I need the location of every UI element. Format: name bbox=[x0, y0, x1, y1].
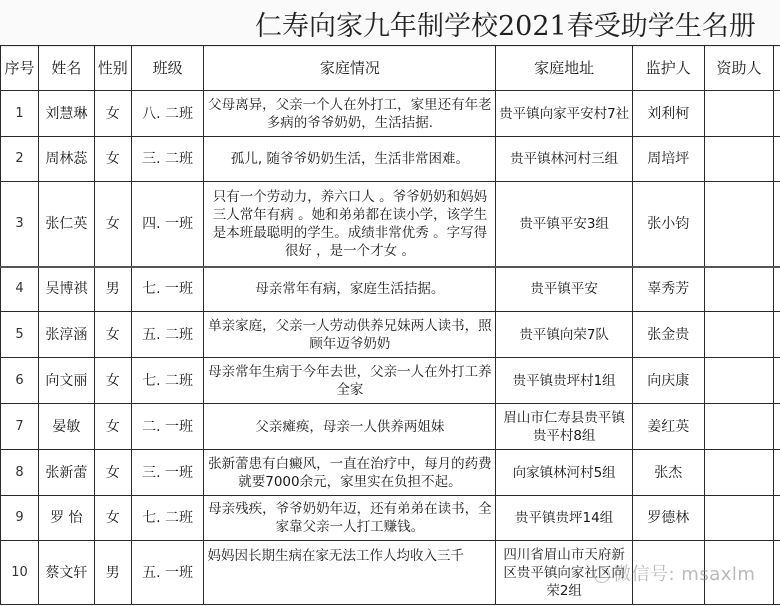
cell-class: 七. 二班 bbox=[131, 496, 204, 541]
cell-no: 2 bbox=[1, 137, 39, 182]
table-row bbox=[1, 496, 780, 541]
cell-extra bbox=[774, 450, 780, 496]
cell-guardian: 张小钧 bbox=[632, 182, 704, 267]
cell-sponsor bbox=[704, 496, 774, 541]
cell-gender: 女 bbox=[94, 404, 131, 450]
cell-no: 1 bbox=[1, 91, 39, 137]
cell-gender: 女 bbox=[94, 312, 131, 358]
header-class: 班级 bbox=[131, 46, 204, 91]
cell-class: 四. 一班 bbox=[131, 182, 204, 267]
table-row bbox=[1, 358, 780, 404]
header-gender: 性别 bbox=[94, 46, 131, 91]
cell-extra bbox=[774, 267, 780, 312]
cell-no: 9 bbox=[1, 496, 39, 541]
cell-sponsor bbox=[704, 450, 774, 496]
cell-no: 3 bbox=[1, 182, 39, 267]
header-guardian: 监护人 bbox=[632, 46, 704, 91]
cell-sponsor bbox=[704, 182, 774, 267]
cell-class: 七. 二班 bbox=[131, 358, 204, 404]
header-extra bbox=[774, 46, 780, 91]
header-sponsor: 资助人 bbox=[704, 46, 774, 91]
cell-class: 五. 二班 bbox=[131, 312, 204, 358]
cell-situation: 母亲常年生病于今年去世，父亲一人在外打工养全家 bbox=[204, 358, 496, 404]
cell-name: 张新蕾 bbox=[38, 450, 94, 496]
cell-guardian: 周培坪 bbox=[632, 137, 704, 182]
cell-gender: 男 bbox=[94, 267, 131, 312]
cell-sponsor bbox=[704, 91, 774, 137]
student-roster-table bbox=[0, 45, 780, 605]
cell-extra bbox=[774, 91, 780, 137]
cell-guardian: 向庆康 bbox=[632, 358, 704, 404]
cell-guardian: 姜红英 bbox=[632, 404, 704, 450]
wechat-watermark bbox=[594, 560, 755, 586]
cell-gender: 女 bbox=[94, 496, 131, 541]
wechat-icon bbox=[594, 567, 610, 583]
cell-address: 向家镇林河村5组 bbox=[496, 450, 633, 496]
table-row bbox=[1, 404, 780, 450]
cell-situation: 张新蕾患有白癜风，一直在治疗中，每月的药费就要7000余元，家里实在负担不起。 bbox=[204, 450, 496, 496]
cell-extra bbox=[774, 541, 780, 605]
cell-class: 三. 一班 bbox=[131, 450, 204, 496]
cell-name: 周林蕊 bbox=[38, 137, 94, 182]
header-name: 姓名 bbox=[38, 46, 94, 91]
cell-no: 4 bbox=[1, 267, 39, 312]
cell-name: 晏敏 bbox=[38, 404, 94, 450]
cell-guardian: 辜秀芳 bbox=[632, 267, 704, 312]
cell-extra bbox=[774, 312, 780, 358]
cell-address: 四川省眉山市天府新区贵平镇向家社区向荣2组 bbox=[496, 541, 633, 605]
cell-class: 三. 二班 bbox=[131, 137, 204, 182]
table-header-row bbox=[1, 46, 780, 91]
cell-class: 二. 一班 bbox=[131, 404, 204, 450]
cell-class: 七. 一班 bbox=[131, 267, 204, 312]
cell-name: 张淳涵 bbox=[38, 312, 94, 358]
cell-name: 向文丽 bbox=[38, 358, 94, 404]
cell-address: 贵平镇平安 bbox=[496, 267, 633, 312]
cell-situation: 单亲家庭，父亲一人劳动供养兄妹两人读书，照顾年迈爷奶奶 bbox=[204, 312, 496, 358]
cell-guardian: 张金贵 bbox=[632, 312, 704, 358]
cell-sponsor bbox=[704, 137, 774, 182]
header-situation: 家庭情况 bbox=[204, 46, 496, 91]
cell-sponsor bbox=[704, 404, 774, 450]
cell-situation: 母亲残疾，爷爷奶奶年迈，还有弟弟在读书，全家靠父亲一人打工赚钱。 bbox=[204, 496, 496, 541]
cell-sponsor bbox=[704, 267, 774, 312]
cell-situation: 父母离异，父亲一个人在外打工，家里还有年老多病的爷爷奶奶，生活拮据. bbox=[204, 91, 496, 137]
cell-no: 5 bbox=[1, 312, 39, 358]
header-address: 家庭地址 bbox=[496, 46, 633, 91]
table-row bbox=[1, 267, 780, 312]
cell-guardian: 刘利柯 bbox=[632, 91, 704, 137]
table-row bbox=[1, 312, 780, 358]
cell-extra bbox=[774, 137, 780, 182]
cell-no: 6 bbox=[1, 358, 39, 404]
cell-situation: 母亲常年有病，家庭生活拮据。 bbox=[204, 267, 496, 312]
cell-class: 五. 一班 bbox=[131, 541, 204, 605]
watermark-text: 微信号: msaxlm bbox=[613, 564, 756, 585]
cell-guardian: 罗德林 bbox=[632, 496, 704, 541]
cell-address: 眉山市仁寿县贵平镇贵平村8组 bbox=[496, 404, 633, 450]
table-row bbox=[1, 182, 780, 267]
cell-extra bbox=[774, 182, 780, 267]
cell-extra bbox=[774, 404, 780, 450]
cell-sponsor bbox=[704, 312, 774, 358]
cell-situation: 妈妈因长期生病在家无法工作人均收入三千 bbox=[204, 541, 496, 605]
cell-address: 贵平镇平安3组 bbox=[496, 182, 633, 267]
cell-class: 八. 二班 bbox=[131, 91, 204, 137]
cell-name: 张仁英 bbox=[38, 182, 94, 267]
cell-guardian: 张杰 bbox=[632, 450, 704, 496]
cell-gender: 女 bbox=[94, 137, 131, 182]
table-row bbox=[1, 137, 780, 182]
table-row bbox=[1, 450, 780, 496]
cell-extra bbox=[774, 358, 780, 404]
cell-name: 罗 怡 bbox=[38, 496, 94, 541]
cell-name: 刘慧琳 bbox=[38, 91, 94, 137]
cell-gender: 女 bbox=[94, 450, 131, 496]
cell-name: 吴博祺 bbox=[38, 267, 94, 312]
cell-gender: 女 bbox=[94, 91, 131, 137]
cell-address: 贵平镇贵坪14组 bbox=[496, 496, 633, 541]
cell-situation: 孤儿, 随爷爷奶奶生活，生活非常困难。 bbox=[204, 137, 496, 182]
cell-address: 贵平镇向家平安村7社 bbox=[496, 91, 633, 137]
cell-gender: 女 bbox=[94, 182, 131, 267]
table-row bbox=[1, 91, 780, 137]
cell-situation: 只有一个劳动力，养六口人 。爷爷奶奶和妈妈三人常年有病 。她和弟弟都在读小学，该学生是本班最聪明的学生。成绩非常优秀 。字写得很好 ，是一个才女 。 bbox=[204, 182, 496, 267]
document-title-bar bbox=[0, 0, 780, 47]
cell-address: 贵平镇林河村三组 bbox=[496, 137, 633, 182]
cell-no: 7 bbox=[1, 404, 39, 450]
cell-name: 蔡文轩 bbox=[38, 541, 94, 605]
cell-extra bbox=[774, 496, 780, 541]
cell-gender: 男 bbox=[94, 541, 131, 605]
cell-no: 10 bbox=[1, 541, 39, 605]
cell-address: 贵平镇向荣7队 bbox=[496, 312, 633, 358]
cell-sponsor bbox=[704, 358, 774, 404]
cell-gender: 女 bbox=[94, 358, 131, 404]
cell-no: 8 bbox=[1, 450, 39, 496]
document-title: 仁寿向家九年制学校2021春受助学生名册 bbox=[255, 11, 756, 42]
cell-address: 贵平镇贵坪村1组 bbox=[496, 358, 633, 404]
header-no: 序号 bbox=[1, 46, 39, 91]
cell-situation: 父亲瘫痪，母亲一人供养两姐妹 bbox=[204, 404, 496, 450]
